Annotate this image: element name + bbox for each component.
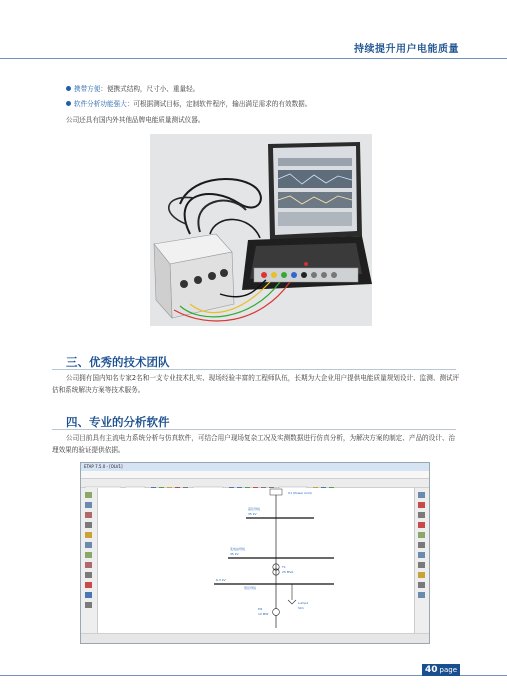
left-palette-icons xyxy=(81,488,97,628)
page-number-badge xyxy=(422,664,460,676)
grid-source xyxy=(270,489,282,495)
left-tool-palette xyxy=(81,488,98,633)
bullet-software xyxy=(66,100,311,109)
transformer-label: T1 xyxy=(282,565,286,569)
section-4-divider xyxy=(52,429,456,430)
bus-mid-label: 变电站母线 xyxy=(230,547,246,551)
load2-label: SC1 xyxy=(298,606,304,610)
bullet-label: 携带方便 xyxy=(74,85,101,93)
header-title: 持续提升用户电能质量 xyxy=(354,44,459,55)
load-label: Lump1 xyxy=(298,601,309,605)
page-number: 40 xyxy=(424,665,438,675)
load-symbol xyxy=(288,600,296,604)
bullet-portable xyxy=(66,85,199,94)
instrument-photo xyxy=(150,134,372,326)
right-palette-icons xyxy=(415,488,429,628)
software-status-bar xyxy=(81,633,429,643)
one-line-diagram xyxy=(98,488,414,633)
bullet-label: 软件分析功能强大 xyxy=(74,100,127,108)
motor-label: M1 xyxy=(258,607,263,611)
page-word: page xyxy=(439,666,457,674)
software-toolbar xyxy=(81,479,429,488)
software-menu-bar xyxy=(81,471,429,479)
software-title-bar: ETAP 7.5.0 - [OLV1] xyxy=(81,463,429,471)
instrument-illustration xyxy=(150,134,372,326)
bus-top-label: 高压母线 xyxy=(248,507,261,511)
bus-low-label: 低压母线 xyxy=(244,586,257,590)
bullet-text: ：便携式结构，尺寸小、重量轻。 xyxy=(100,85,200,93)
section-4-paragraph: 公司目前具有主流电力系统分析与仿真软件，可结合用户现场复杂工况及实测数据进行仿真分析，为解决方案的制定、产品的设计、治理效果的验证提供依据。 xyxy=(52,434,456,454)
header-divider xyxy=(0,58,507,59)
section-4-title: 四、专业的分析软件 xyxy=(66,415,170,429)
section-3-paragraph: 公司拥有国内知名专家2名和一支专业技术扎实、现场经验丰富的工程师队伍，长期为大企业用户提供电能质量规划设计、监测、测试评估和系统解决方案等技术服务。 xyxy=(52,374,460,394)
section-3-divider xyxy=(52,369,456,370)
analysis-software-screenshot xyxy=(80,462,430,644)
right-tool-palette xyxy=(414,488,429,633)
bullet-dot-icon xyxy=(66,86,71,91)
section-3-title: 三、优秀的技术团队 xyxy=(66,355,170,369)
transformer-rating: 25 MVA xyxy=(282,570,294,574)
bullet-text: ：可根据测试目标，定制软件程序，输出满足需求的有效数据。 xyxy=(126,100,312,108)
motor-rating: 10 MW xyxy=(258,612,269,616)
motor-symbol xyxy=(273,609,280,616)
intro-note: 公司还具有国内外其他品牌电能质量测试仪器。 xyxy=(66,116,205,124)
top-bus-label: U1 (Power Grid) xyxy=(288,491,312,495)
bullet-dot-icon xyxy=(66,101,71,106)
one-line-diagram-canvas xyxy=(98,488,414,633)
bus-top-kv: 35 kV xyxy=(248,512,257,516)
bus-low-kv: 6.3 kV xyxy=(216,578,226,582)
bus-mid-kv: 35 kV xyxy=(230,552,239,556)
